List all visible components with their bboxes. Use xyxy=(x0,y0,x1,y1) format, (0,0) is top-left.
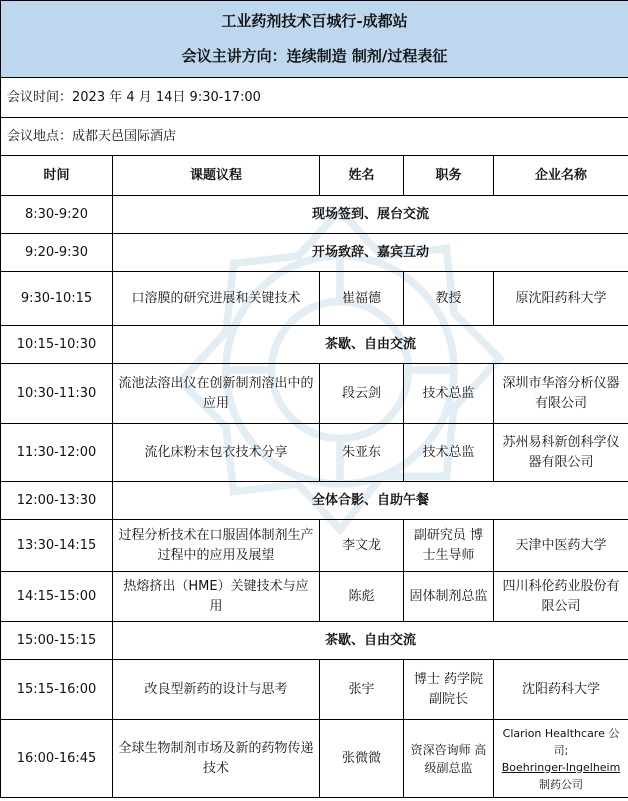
table-row xyxy=(1,326,628,364)
row-time: 10:15-10:30 xyxy=(1,326,113,364)
col-header-company: 企业名称 xyxy=(494,156,628,196)
col-header-title: 职务 xyxy=(404,156,494,196)
page-subtitle: 会议主讲方向：连续制造 制剂/过程表征 xyxy=(181,47,448,65)
row-speaker-name: 陈彪 xyxy=(320,572,404,622)
row-speaker-title: 技术总监 xyxy=(404,424,494,482)
row-speaker-title: 资深咨询师 高级副总监 xyxy=(404,720,494,798)
row-event: 茶歇、自由交流 xyxy=(113,622,628,660)
table-row xyxy=(1,482,628,520)
agenda-header xyxy=(1,1,628,78)
col-header-topic: 课题议程 xyxy=(113,156,320,196)
row-time: 16:00-16:45 xyxy=(1,720,113,798)
table-row xyxy=(1,622,628,660)
row-speaker-title: 固体制剂总监 xyxy=(404,572,494,622)
row-speaker-name: 张微微 xyxy=(320,720,404,798)
row-topic: 全球生物制剂市场及新的药物传递技术 xyxy=(113,720,320,798)
table-row xyxy=(1,234,628,272)
row-topic: 流池法溶出仪在创新制剂溶出中的应用 xyxy=(113,364,320,424)
row-time: 15:15-16:00 xyxy=(1,660,113,720)
row-topic: 改良型新药的设计与思考 xyxy=(113,660,320,720)
row-event: 开场致辞、嘉宾互动 xyxy=(113,234,628,272)
row-speaker-title: 技术总监 xyxy=(404,364,494,424)
row-speaker-name: 李文龙 xyxy=(320,520,404,572)
company-line: 制药公司 xyxy=(539,777,583,791)
company-line: Clarion Healthcare 公司; xyxy=(502,726,620,757)
table-row xyxy=(1,272,628,326)
row-time: 13:30-14:15 xyxy=(1,520,113,572)
row-event: 茶歇、自由交流 xyxy=(113,326,628,364)
row-time: 8:30-9:20 xyxy=(1,196,113,234)
row-speaker-name: 段云剑 xyxy=(320,364,404,424)
row-time: 11:30-12:00 xyxy=(1,424,113,482)
row-company: 原沈阳药科大学 xyxy=(494,272,628,326)
row-speaker-name: 崔福德 xyxy=(320,272,404,326)
row-time: 9:20-9:30 xyxy=(1,234,113,272)
page-title: 工业药剂技术百城行-成都站 xyxy=(221,12,408,30)
row-company: 深圳市华溶分析仪器有限公司 xyxy=(494,364,628,424)
row-speaker-name: 朱亚东 xyxy=(320,424,404,482)
column-header-row xyxy=(1,156,628,196)
row-speaker-title: 教授 xyxy=(404,272,494,326)
table-row xyxy=(1,364,628,424)
row-topic: 热熔挤出（HME）关键技术与应用 xyxy=(113,572,320,622)
table-row xyxy=(1,196,628,234)
row-company: 天津中医药大学 xyxy=(494,520,628,572)
table-row xyxy=(1,424,628,482)
row-event: 现场签到、展台交流 xyxy=(113,196,628,234)
row-speaker-name: 张宇 xyxy=(320,660,404,720)
row-topic: 口溶膜的研究进展和关键技术 xyxy=(113,272,320,326)
row-time: 10:30-11:30 xyxy=(1,364,113,424)
row-time: 15:00-15:15 xyxy=(1,622,113,660)
row-company: 苏州易科新创科学仪器有限公司 xyxy=(494,424,628,482)
meeting-place: 会议地点：成都天邑国际酒店 xyxy=(1,118,628,156)
table-row xyxy=(1,572,628,622)
row-company xyxy=(494,720,628,798)
row-topic: 流化床粉末包衣技术分享 xyxy=(113,424,320,482)
row-company: 沈阳药科大学 xyxy=(494,660,628,720)
company-line: Boehringer-Ingelheim xyxy=(501,760,621,774)
row-speaker-title: 博士 药学院副院长 xyxy=(404,660,494,720)
row-time: 9:30-10:15 xyxy=(1,272,113,326)
row-company: 四川科伦药业股份有限公司 xyxy=(494,572,628,622)
table-row xyxy=(1,720,628,798)
col-header-time: 时间 xyxy=(1,156,113,196)
row-time: 12:00-13:30 xyxy=(1,482,113,520)
meeting-time: 会议时间：2023 年 4 月 14日 9:30-17:00 xyxy=(1,78,628,118)
row-time: 14:15-15:00 xyxy=(1,572,113,622)
row-topic: 过程分析技术在口服固体制剂生产过程中的应用及展望 xyxy=(113,520,320,572)
table-row xyxy=(1,520,628,572)
row-event: 全体合影、自助午餐 xyxy=(113,482,628,520)
table-row xyxy=(1,660,628,720)
row-speaker-title: 副研究员 博士生导师 xyxy=(404,520,494,572)
col-header-name: 姓名 xyxy=(320,156,404,196)
